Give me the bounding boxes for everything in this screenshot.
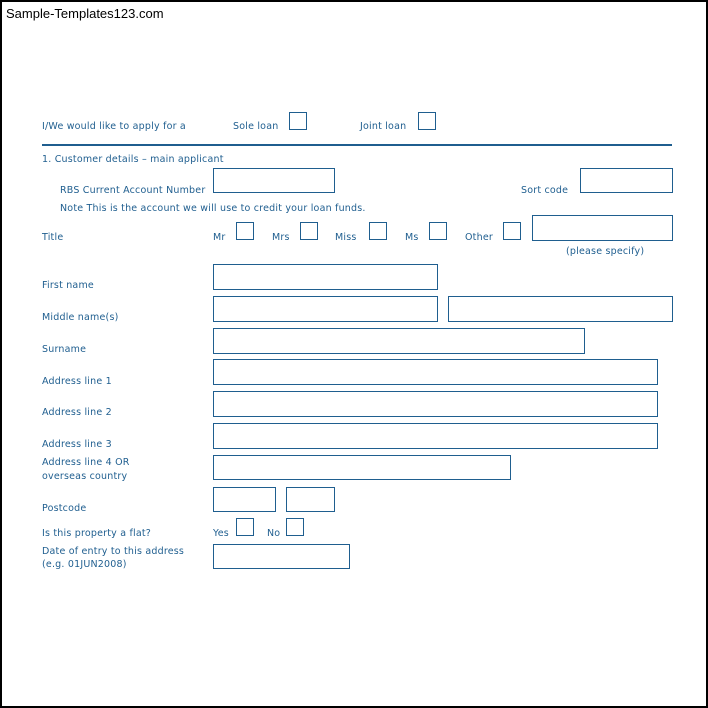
watermark-text: Sample-Templates123.com [6, 6, 164, 21]
first-name-field[interactable] [213, 264, 438, 290]
postcode-part-1-field[interactable] [213, 487, 276, 512]
sole-loan-label: Sole loan [233, 121, 279, 132]
overseas-country-label: overseas country [42, 471, 128, 482]
flat-yes-checkbox[interactable] [236, 518, 254, 536]
section-subtitle: main applicant [150, 154, 224, 165]
address-line-1-label: Address line 1 [42, 376, 112, 387]
title-ms-label: Ms [405, 232, 419, 243]
section-title: Customer details [54, 154, 139, 165]
address-line-2-label: Address line 2 [42, 407, 112, 418]
address-line-4-label: Address line 4 OR [42, 457, 130, 468]
sort-code-field[interactable] [580, 168, 673, 193]
first-name-label: First name [42, 280, 94, 291]
flat-question-label: Is this property a flat? [42, 528, 152, 539]
date-entry-label: Date of entry to this address [42, 546, 185, 557]
flat-yes-label: Yes [213, 528, 229, 539]
postcode-label: Postcode [42, 503, 87, 514]
address-line-2-field[interactable] [213, 391, 658, 417]
title-miss-label: Miss [335, 232, 357, 243]
sole-loan-checkbox[interactable] [289, 112, 307, 130]
flat-no-checkbox[interactable] [286, 518, 304, 536]
apply-prompt: I/We would like to apply for a [42, 121, 186, 132]
postcode-part-2-field[interactable] [286, 487, 335, 512]
section-dash: – [141, 154, 147, 165]
middle-name-1-field[interactable] [213, 296, 438, 322]
flat-no-label: No [267, 528, 281, 539]
surname-field[interactable] [213, 328, 585, 354]
sort-code-label: Sort code [521, 185, 569, 196]
joint-loan-checkbox[interactable] [418, 112, 436, 130]
title-mr-label: Mr [213, 232, 226, 243]
address-line-4-field[interactable] [213, 455, 511, 480]
title-other-checkbox[interactable] [503, 222, 521, 240]
title-mr-checkbox[interactable] [236, 222, 254, 240]
account-note: Note This is the account we will use to credit your loan funds. [60, 203, 366, 214]
middle-names-label: Middle name(s) [42, 312, 119, 323]
title-other-label: Other [465, 232, 493, 243]
address-line-3-field[interactable] [213, 423, 658, 449]
title-mrs-label: Mrs [272, 232, 290, 243]
middle-name-2-field[interactable] [448, 296, 673, 322]
section-number: 1. [42, 154, 52, 165]
joint-loan-label: Joint loan [360, 121, 407, 132]
title-ms-checkbox[interactable] [429, 222, 447, 240]
title-other-specify-field[interactable] [532, 215, 673, 241]
date-entry-field[interactable] [213, 544, 350, 569]
please-specify-label: (please specify) [566, 246, 645, 257]
title-miss-checkbox[interactable] [369, 222, 387, 240]
section-heading [42, 154, 224, 165]
title-label: Title [42, 232, 64, 243]
account-number-field[interactable] [213, 168, 335, 193]
section-divider [42, 144, 672, 146]
date-entry-example: (e.g. 01JUN2008) [42, 559, 127, 570]
account-number-label: RBS Current Account Number [60, 185, 206, 196]
surname-label: Surname [42, 344, 87, 355]
address-line-3-label: Address line 3 [42, 439, 112, 450]
address-line-1-field[interactable] [213, 359, 658, 385]
title-mrs-checkbox[interactable] [300, 222, 318, 240]
